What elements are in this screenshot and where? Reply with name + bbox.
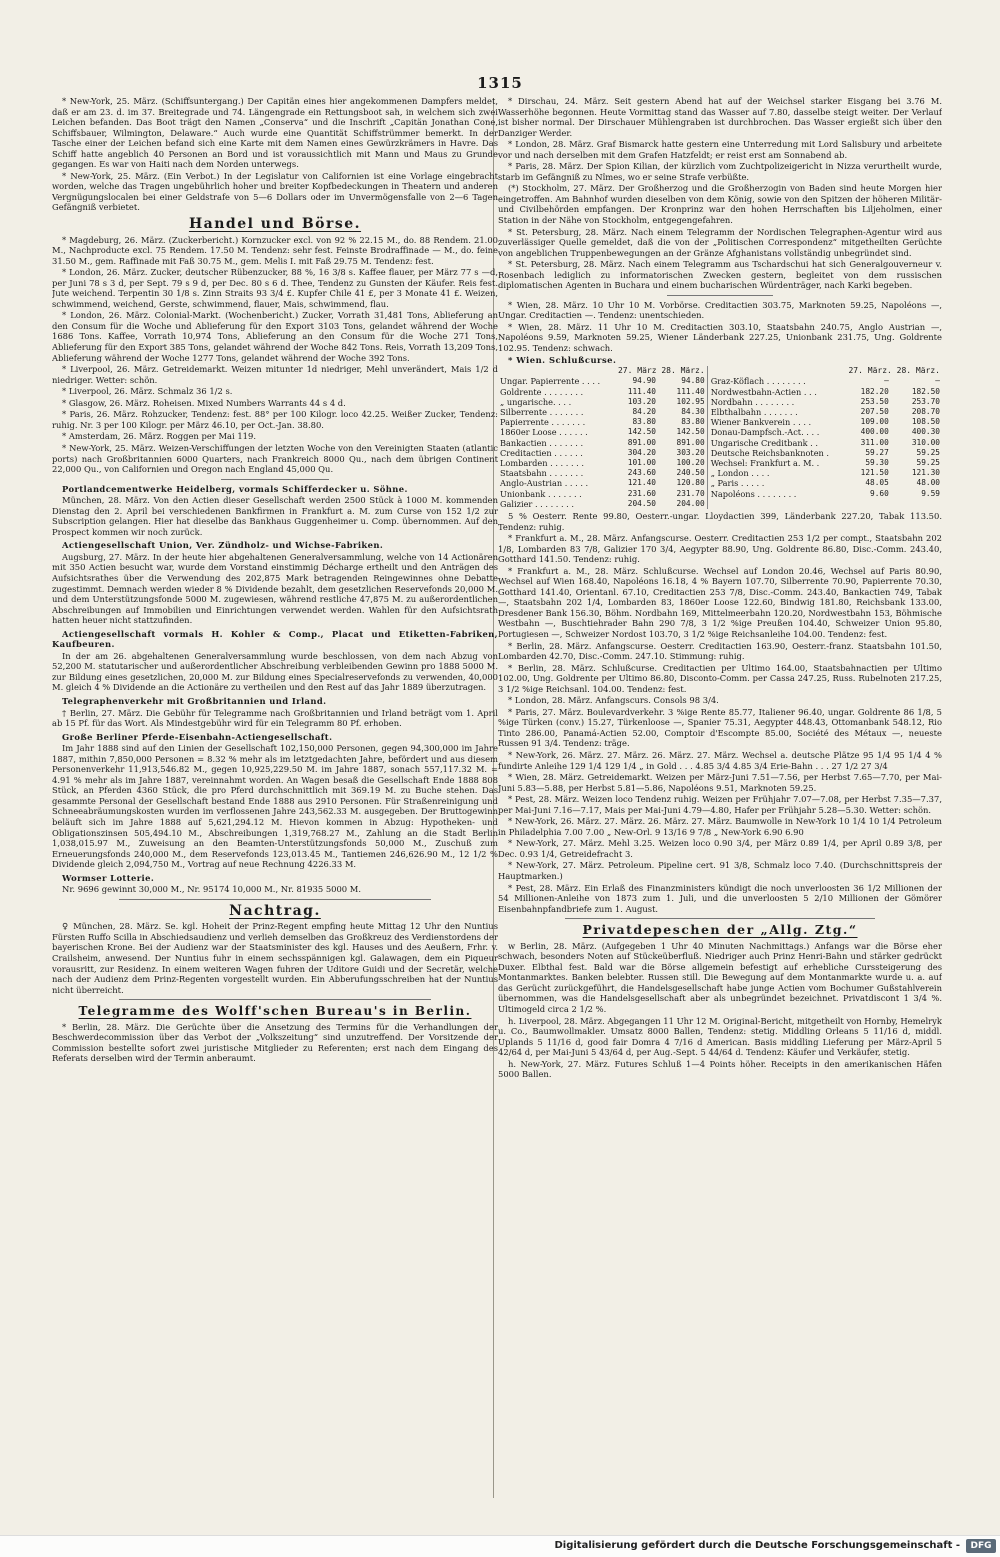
article-muenchen-nuntius: ♀ München, 28. März. Se. kgl. Hoheit der Prinz-Regent empfing heute Mittag 12 Uhr den Nuntius Fürsten Ruffo Scilla in Abschiedsaudienz und verlieh demselben das Großkreuz des Verdienstordens der bayerischen Krone. Bei der Audienz war der Staatsminister des kgl. Hauses und des Aeußern, Frhr. v. Crailsheim, anwesend. Der Nuntius fuhr in einem sechsspännigen kgl. Galawagen, dem ein Piqueur vorausritt, zur Residenz. In einem weiteren Wagen fuhren der Uditore Guidi und der Secretär, welche nach der Audienz dem Prinz-Regenten vorgestellt wurden. Ein Abberufungsschreiben hat der Nuntius nicht überreicht. (52, 921, 498, 995)
table-cell-value: 182.50 (911, 386, 940, 396)
table-cell-value: 48.05 (865, 478, 889, 488)
article-stockholm: (*) Stockholm, 27. März. Der Großherzog und die Großherzogin von Baden sind heute Morgen hier eingetroffen. Am Bahnhof wurden dieselben von dem König, sowie von den Spitzen der höheren Militär- und Civilbehörden empfangen. Der Kronprinz war den hohen Herrschaften bis Liljeholmen, einer Station in der Nähe von Stockholm, entgegengefahren. (498, 183, 942, 226)
article-berlin-volkszeitung: * Berlin, 28. März. Die Gerüchte über die Ansetzung des Termins für die Verhandlungen der Beschwerdecommission über das Verbot der „Volkszeitung“ sind unzutreffend. Der Vorsitzende der Commission bestellte sofort zwei juristische Mitglieder zu Referenten; erst nach dem Eingang des Referats derselben wird der Termin anberaumt. (52, 1021, 498, 1064)
table-cell-value: 9.59 (921, 488, 940, 498)
table-cell-value: 142.50 (676, 427, 705, 437)
section-heading-nachtrag: Nachtrag. (229, 902, 321, 919)
table-cell-name: „ Paris . . . . . (710, 478, 765, 489)
table-cell-value: 208.70 (911, 406, 940, 416)
table-cell-value: 100.20 (676, 457, 705, 467)
table-cell-value: 111.40 (676, 386, 705, 396)
article-frankfurt-schluss: * Frankfurt a. M., 28. März. Schlußcurse. Wechsel auf London 20.46, Wechsel auf Paris 80.90, Wechsel auf Wien 168.40, Napoléons 16.18, 4 % Bayern 107.70, Silberrente 70.90, Papierrente 70.30, Gotthard 141.40, Orientanl. 67.10, Creditactien 253 7/8, Disc.-Comm. 243.40, Bankactien 749, Tabak —, Staatsbahn 202 1/4, Lombarden 83, 1860er Loose 122.60, Bindwig 181.80, Reichsbank 133.00, Dresdener Bank 156.30, Böhm. Nordbahn 169, Mittelmeerbahn 120.20, Nordwestbahn 153, Böhmische Westbahn —, Buschtiehrader Bahn 290 7/8, 3 1/2 %ige Preußen 104.40, Schweizer Union 95.80, Portugiesen —, Schweizer Nordost 103.70, 3 1/2 %ige Reichsanleihe 104.00. Tendenz: fest. (498, 565, 942, 639)
article-magdeburg-zucker: * Magdeburg, 26. März. (Zuckerbericht.) Kornzucker excl. von 92 % 22.15 M., do. 88 Rendem. 21.00 M., Nachproducte excl. 75 Rendem. 17.50 M. Tendenz: sehr fest. Feinste Brodraffinade — M., do. feine 31.50 M., gem. Raffinade mit Faß 30.75 M., gem. Melis I. mit Faß 29.75 M. Tendenz: fest. (52, 234, 498, 266)
company-heading: Portlandcementwerke Heidelberg, vormals Schifferdecker u. Söhne. (62, 483, 408, 494)
article-frankfurt-anfang: * Frankfurt a. M., 28. März. Anfangscurse. Oesterr. Creditactien 253 1/2 per compt., Staatsbahn 202 1/8, Lombarden 83 7/8, Galizier 170 3/4, Aegypter 88.90, Ung. Goldrente 86.80, Disc.-Comm. 243.40, Gotthard 141.50. Tendenz: ruhig. (498, 533, 942, 565)
table-cell-name: „ ungarische. . . . (500, 396, 572, 407)
article-new-york-weizen: * New-York, 25. März. Weizen-Verschiffungen der letzten Woche von den Vereinigten Staaten (atlantic ports) nach Großbritannien 6000 Quarters, nach Frankreich 8000 Qu., nach dem übrigen Continent 22,000 Qu., von Californien und Oregon nach England 45,000 Qu. (52, 442, 498, 475)
table-cell-name: Unionbank . . . . . . . (500, 488, 582, 499)
article-pest-weizen: * Pest, 28. März. Weizen loco Tendenz ruhig. Weizen per Frühjahr 7.07—7.08, per Herbst 7.35—7.37, per Mai-Juni 7.16—7.17, Mais per Mai-Juni 4.79—4.80, Hafer per Frühjahr 5.28—5.30. Wetter: schön. (498, 794, 942, 815)
article-company-text: † Berlin, 27. März. Die Gebühr für Telegramme nach Großbritannien und Irland beträgt vom 1. April ab 15 Pf. für das Wort. Als Mindestgebühr wird für ein Telegramm 80 Pf. erhoben. (52, 707, 498, 729)
article-dirschau: * Dirschau, 24. März. Seit gestern Abend hat auf der Weichsel starker Eisgang bei 3.76 M. Wasserhöhe begonnen. Heute Vormittag stand das Wasser auf 7.80, dasselbe steigt weiter. Der Verlauf ist bisher normal. Der Dirschauer Mühlengraben ist durchbrochen. Das Wasser ergießt sich über den Danziger Werder. (498, 96, 942, 138)
rule-separator (119, 899, 431, 900)
table-cell-value: 9.60 (870, 488, 889, 498)
footer-credit: Digitalisierung gefördert durch die Deutsche Forschungsgemeinschaft - (554, 1540, 960, 1551)
table-row (498, 407, 942, 417)
article-privat-liverpool: h. Liverpool, 28. März. Abgegangen 11 Uhr 12 M. Original-Bericht, mitgetheilt von Hornby, Hemelryk u. Co., Baumwollmakler. Umsatz 8000 Ballen, Tendenz: stetig. Middling Orleans 5 11/16 d, middl. Uplands 5 11/16 d, good fair Domra 4 7/16 d American. Basis middling Lieferung per März-April 5 42/64 d, per Mai-Juni 5 43/64 d, per Aug.-Sept. 5 44/64 d. Tendenz: Käufer und Verkäufer, stetig. (498, 1015, 942, 1058)
table-cell-name: Creditactien . . . . . . (500, 447, 583, 458)
article-new-york-baumwolle: * New-York, 26. März. 27. März. 26. März. 27. März. Baumwolle in New-York 10 1/4 10 1/4 Petroleum in Philadelphia 7.00 7.00 „ New-Orl. 9 13/16 9 7/8 „ New-York 6.90 6.90 (498, 816, 942, 837)
table-cell-value: 231.60 (627, 488, 656, 498)
section-heading-handel: Handel und Börse. (188, 216, 362, 233)
table-cell-name (709, 499, 840, 509)
article-wien-11uhr: * Wien, 28. März. 11 Uhr 10 M. Creditactien 303.10, Staatsbahn 240.75, Anglo Austrian —, Napoléons 9.59, Marknoten 59.25, Wiener Länderbank 227.25, Unionbank 231.75, Ung. Goldrente 102.95. Tendenz: schwach. (498, 321, 942, 354)
rule-separator (667, 295, 774, 296)
table-cell-value: 108.50 (911, 417, 940, 427)
table-cell-value: 204.00 (676, 498, 705, 508)
article-wien-rente: 5 % Oesterr. Rente 99.80, Oesterr.-ungar. Lloydactien 399, Länderbank 227.20, Tabak 113.50. Tendenz: ruhig. (498, 510, 942, 532)
table-row (498, 417, 942, 427)
table-row (498, 489, 942, 499)
page-number: 1315 (477, 74, 523, 92)
article-berlin-schluss: * Berlin, 28. März. Schlußcurse. Creditactien per Ultimo 164.00, Staatsbahnactien per Ultimo 102.00, Ung. Goldrente per Ultimo 86.80, Disconto-Comm. per Cassa 247.25, Russ. Rubelnoten 217.25, 3 1/2 %ige Reichsanl. 104.00. Tendenz: fest. (498, 662, 942, 694)
table-row (498, 376, 942, 386)
article-wien-vorboerse: * Wien, 28. März. 10 Uhr 10 M. Vorbörse. Creditactien 303.75, Marknoten 59.25, Napoléons —, Ungar. Creditactien —. Tendenz: unentschieden. (498, 299, 942, 321)
table-cell-name: Lombarden . . . . . . . (500, 457, 584, 468)
table-cell-name: Nordbahn . . . . . . . . (710, 396, 795, 407)
article-liverpool-getreide: * Liverpool, 26. März. Getreidemarkt. Weizen mitunter 1d niedriger, Mehl unverändert, Mais 1/2 d niedriger. Wetter: schön. (52, 364, 498, 385)
table-cell-name: Wechsel: Frankfurt a. M. . (710, 457, 820, 468)
table-cell-name: Ungarische Creditbank . . (710, 437, 818, 448)
table-row (498, 499, 942, 509)
table-cell-name: Bankactien . . . . . . . (500, 437, 584, 448)
article-paris-rohzucker: * Paris, 26. März. Rohzucker, Tendenz: fest. 88° per 100 Kilogr. loco 42.25. Weißer Zucker, Tendenz: ruhig. Nr. 3 per 100 Kilogr. per März 46.10, per Oct.-Jan. 38.80. (52, 409, 498, 430)
table-cell-value: 253.50 (860, 396, 889, 406)
table-cell-value: 48.00 (916, 478, 940, 488)
table-cell-name: Goldrente . . . . . . . . (500, 386, 584, 397)
table-cell-name: Donau-Dampfsch.-Act. . . . (710, 427, 820, 438)
article-company-text: In der am 26. abgehaltenen Generalversammlung wurde beschlossen, von dem nach Abzug von 52,200 M. statutarischer und außerordentlicher Abschreibung verbleibenden Gewinn pro 1888 5000 M. zur Bildung eines gesetzlichen, 20,000 M. zur Bildung eines Specialreservefonds zu verwenden, 40,000 M. gleich 4 % Dividende an die Actionäre zu vertheilen und den Rest auf das Jahr 1889 überzutragen. (52, 650, 498, 693)
article-new-york-verbot: * New-York, 25. März. (Ein Verbot.) In der Legislatur von Californien ist eine Vorlage eingebracht worden, welche das Tragen ungebührlich hoher und breiter Kopfbedeckungen in Theatern und anderen Vergnügungslocalen bei einer Geldstrafe von 5—6 Dollars oder im Unvermögensfalle von 2—6 Tagen Gefängniß verbietet. (52, 170, 498, 213)
table-row (498, 387, 942, 397)
table-row (498, 438, 942, 448)
table-cell-value: 84.30 (681, 406, 705, 416)
article-wien-getreide: * Wien, 28. März. Getreidemarkt. Weizen per März-Juni 7.51—7.56, per Herbst 7.65—7.70, per Mai-Juni 5.83—5.88, per Herbst 5.81—5.86, Napoléons 9.51, Marknoten 59.25. (498, 772, 942, 793)
table-cell-value: 311.00 (860, 437, 889, 447)
table-cell-value: 310.00 (911, 437, 940, 447)
article-glasgow: * Glasgow, 26. März. Roheisen. Mixed Numbers Warrants 44 s 4 d. (62, 397, 346, 408)
table-cell-value: 59.25 (916, 457, 940, 467)
table-cell-name: Nordwestbahn-Actien . . . (710, 386, 817, 397)
table-cell-value: 231.70 (676, 488, 705, 498)
article-paris-boulevard: * Paris, 27. März. Boulevardverkehr. 3 %ige Rente 85.77, Italiener 96.40, ungar. Goldrente 86 1/8, 5 %ige Türken (conv.) 15.27, Türkenloose —, Spanier 75.31, Aegypter 448.43, Ottomanbank 548.12, Rio Tinto 286.00, Panamá-Actien 52.00, Comptoir d'Escompte 85.00, Société des Métaux —, neueste Russen 91 3/4. Tendenz: träge. (498, 706, 942, 749)
table-cell-name: Staatsbahn . . . . . . . (500, 468, 584, 479)
article-company-text: Im Jahr 1888 sind auf den Linien der Gesellschaft 102,150,000 Personen, gegen 94,300,000 im Jahre 1887, mithin 7,850,000 Personen = 8.32 % mehr als im letztgedachten Jahre, befördert und aus diesem Personenverkehr 11,913,546.82 M., gegen 10,925,229.50 M. im Jahre 1887, sonach 557,117.32 M. = 4.91 % mehr als im Jahre 1887, vereinnahmt worden. An Wagen besaß die Gesellschaft Ende 1888 808 Stück, an Pferden 4360 Stück, die pro Pferd durchschnittlich mit 369.19 M. zu Buche stehen. Das gesammte Personal der Gesellschaft bestand Ende 1888 aus 2910 Personen. Für Straßenreinigung und Schneeabräumungskosten wurden im verflossenen Jahre 243,562.33 M. ausgegeben. Der Bruttogewinn beläuft sich im Jahre 1888 auf 5,621,294.12 M. Hievon kommen in Abzug: Hypotheken- und Obligationszinsen 505,494.10 M., Abschreibungen 1,319,768.27 M., Zahlung an die Stadt Berlin 1,038,015.97 M., Zuweisung an den Beamten-Unterstützungsfonds 50,000 M., Zuschuß zum Erneuerungsfonds 240,000 M., dem Reservefonds 123,013.45 M., Tantiemen 246,626.90 M., 12 1/2 % Dividende gleich 2,094,750 M., Vortrag auf neue Rechnung 4226.33 M. (52, 743, 498, 870)
table-cell-name: 1860er Loose . . . . . . (500, 427, 588, 438)
table-cell-value: 304.20 (627, 447, 656, 457)
table-cell-value: 253.70 (911, 396, 940, 406)
table-cell-name: Anglo-Austrian . . . . . (500, 478, 589, 489)
table-cell-value: 400.30 (911, 427, 940, 437)
table-cell-value: 101.00 (627, 457, 656, 467)
table-cell-value: 121.40 (627, 478, 656, 488)
table-row (498, 468, 942, 478)
table-header-left: 27. März 28. März. (617, 366, 705, 376)
table-cell-value: 182.20 (860, 386, 889, 396)
table-header-row (498, 366, 942, 376)
article-berlin-anfang: * Berlin, 28. März. Anfangscurse. Oesterr. Creditactien 163.90, Oesterr.-franz. Staatsbahn 101.50, Lombarden 42.70, Disc.-Comm. 247.10. Stimmung: ruhig. (498, 640, 942, 662)
company-heading: Actiengesellschaft vormals H. Kohler & Comp., Placat und Etiketten-Fabriken, Kaufbeuren. (52, 628, 498, 650)
article-privat-new-york: h. New-York, 27. März. Futures Schluß 1—4 Points höher. Receipts in den amerikanischen Häfen 5000 Ballen. (498, 1058, 942, 1080)
article-london-zucker: * London, 26. März. Zucker, deutscher Rübenzucker, 88 %, 16 3/8 s. Kaffee flauer, per März 77 s —d, per Juni 78 s 3 d, per Sept. 79 s 9 d, per Dec. 80 s 6 d. Thee, Tendenz zu Gunsten der Käufer. Reis fest. Jute weichend. Terpentin 30 1/8 s. Zinn Straits 93 3/4 £. Kupfer Chile 41 £, per 3 Monate 41 £. Weizen, schwimmend, weichend, Gerste, schwimmend, flauer, Mais, schwimmend, flau. (52, 267, 498, 309)
article-paris-kilian: * Paris, 28. März. Der Spion Kilian, der kürzlich vom Zuchtpolizeigericht in Nizza verurtheilt wurde, starb im Gefängniß zu Nîmes, wo er seine Strafe verbüßte. (498, 161, 942, 182)
article-new-york-mehl: * New-York, 27. März. Mehl 3.25. Weizen loco 0.90 3/4, per März 0.89 1/4, per April 0.89 3/8, per Dec. 0.93 1/4, Getreidefracht 3. (498, 838, 942, 859)
left-column (52, 96, 498, 1486)
company-heading: Telegraphenverkehr mit Großbritannien und Irland. (62, 695, 327, 706)
table-cell-value (891, 499, 942, 509)
table-cell-value: 83.80 (632, 417, 656, 427)
table-cell-value: 240.50 (676, 468, 705, 478)
article-new-york-petroleum: * New-York, 27. März. Petroleum. Pipeline cert. 91 3/8, Schmalz loco 7.40. (Durchschnittspreis der Hauptmarken.) (498, 860, 942, 882)
table-cell-value: 59.27 (865, 447, 889, 457)
article-new-york-schiffsuntergang: * New-York, 25. März. (Schiffsuntergang.) Der Capitän eines hier angekommenen Dampfers meldet, daß er am 23. d. im 37. Breitegrade und 74. Längengrade ein Rettungsboot sah, in welchem sich zwei Leichen befanden. Das Boot trägt den Namen „Conserva“ und die Inschrift „Capitän Jonathan Cone, Schiffsbauer, Wilmington, Delaware.“ Auch wurde eine Quantität Schiffstrümmer bemerkt. In der Tasche einer der Leichen befand sich eine Karte mit dem Namen eines Gewürzkrämers in Havre. Das Schiff hatte angeblich 40 Personen an Bord und ist voraussichtlich mit Mann und Maus zu Grunde gegangen. Es war von Haiti nach dem Norden unterwegs. (52, 96, 498, 170)
table-cell-name: Galizier . . . . . . . . (500, 498, 574, 509)
table-cell-value: 207.50 (860, 406, 889, 416)
right-column (498, 96, 942, 1276)
table-cell-name: Graz-Köflach . . . . . . . . (710, 376, 806, 387)
article-company-text: Nr. 9696 gewinnt 30,000 M., Nr. 95174 10,000 M., Nr. 81935 5000 M. (62, 884, 362, 895)
article-london-consols: * London, 28. März. Anfangscurs. Consols 98 3/4. (508, 695, 719, 706)
article-st-petersburg-2: * St. Petersburg, 28. März. Nach einem Telegramm aus Tschardschui hat sich Generalgouverneur v. Rosenbach lediglich zu informatorischen Zwecken gestern, begleitet von dem russischen diplomatischen Agenten in Buchara und einem bucharischen Würdenträger, nach Karki begeben. (498, 259, 942, 291)
table-row (498, 478, 942, 488)
table-row (498, 448, 942, 458)
table-cell-value: 102.95 (676, 396, 705, 406)
table-cell-value: 111.40 (627, 386, 656, 396)
table-cell-value: 59.30 (865, 457, 889, 467)
rule-separator (565, 918, 876, 919)
wien-kurse-table (498, 366, 942, 509)
article-liverpool-schmalz: * Liverpool, 26. März. Schmalz 36 1/2 s. (62, 386, 233, 397)
section-heading-telegramme: Telegramme des Wolff'schen Bureau's in Berlin. (78, 1004, 472, 1019)
table-cell-value: 243.60 (627, 468, 656, 478)
table-cell-value: 303.20 (676, 447, 705, 457)
table-cell-value: 891.00 (676, 437, 705, 447)
table-cell-name: Wiener Bankverein . . . . (710, 417, 812, 428)
table-cell-value: 103.20 (627, 396, 656, 406)
table-cell-value: 121.30 (911, 468, 940, 478)
table-cell-value: 109.00 (860, 417, 889, 427)
article-amsterdam: * Amsterdam, 26. März. Roggen per Mai 119. (62, 431, 256, 442)
company-heading: Große Berliner Pferde-Eisenbahn-Actiengesellschaft. (62, 731, 333, 742)
table-cell-value: 59.25 (916, 447, 940, 457)
table-cell-value: 891.00 (627, 437, 656, 447)
table-cell-name: Deutsche Reichsbanknoten . (710, 447, 830, 458)
article-company-text: München, 28. März. Von den Actien dieser Gesellschaft werden 2500 Stück à 1000 M. kommenden Dienstag den 2. April bei verschiedenen Bankfirmen in Frankfurt a. M. zum Curse von 152 1/2 zur Subscription gelangen. Hier hat dieselbe das Bankhaus Guggenheimer u. Comp. übernommen. Auf den Prospect kommen wir noch zurück. (52, 495, 498, 537)
rule-separator (119, 999, 431, 1000)
table-cell-value: 204.50 (627, 498, 656, 508)
table-cell-value: 142.50 (627, 427, 656, 437)
rule-separator (221, 479, 328, 480)
table-cell-value: 84.20 (632, 406, 656, 416)
article-new-york-wechsel: * New-York, 26. März. 27. März. 26. März. 27. März. Wechsel a. deutsche Plätze 95 1/4 95 1/4 4 % fundirte Anleihe 129 1/4 129 1/4 „ in Gold . . . 4.85 3/4 4.85 3/4 Erie-Bahn . . . 27 1/2 27 3/4 (498, 750, 942, 771)
table-header-right: 27. März. 28. März. (848, 366, 940, 376)
article-privat-berlin: w Berlin, 28. März. (Aufgegeben 1 Uhr 40 Minuten Nachmittags.) Anfangs war die Börse eher schwach, besonders Noten auf Stückeüberfluß. Niedriger auch Prinz Henri-Bahn und stärker gedrückt Duxer. Elbthal fest. Bald war die Börse allgemein befestigt auf erhebliche Curssteigerung des Montanmarktes. Banken belebter. Russen still. Die Bewegung auf dem Montanmarkte wurde u. a. auf das Gerücht zurückgeführt, die Handelsgesellschaft habe junge Actien vom Bochumer Gußstahlverein übernommen, was die Handelsgesellschaft aber als unbegründet bezeichnet. Privatdiscont 1 3/4 %. Ultimogeld circa 2 1/2 %. (498, 940, 942, 1015)
table-cell-name: Papierrente . . . . . . . (500, 417, 586, 428)
table-cell-value: 121.50 (860, 468, 889, 478)
article-wien-schlusscurse: * Wien. Schlußcurse. (508, 354, 617, 365)
article-london-bismarck: * London, 28. März. Graf Bismarck hatte gestern eine Unterredung mit Lord Salisbury und arbeitete vor und nach derselben mit dem Grafen Hatzfeldt; er reist erst am Sonnabend ab. (498, 139, 942, 160)
footer-bar (0, 1535, 1000, 1557)
section-heading-privatdepeschen: Privatdepeschen der „Allg. Ztg.“ (582, 922, 858, 938)
table-cell-value: 94.90 (632, 376, 656, 386)
table-cell-name: Napoléons . . . . . . . . (710, 488, 797, 499)
dfg-logo: DFG (966, 1539, 996, 1553)
table-cell-value: — (884, 376, 889, 386)
table-cell-name: Elbthalbahn . . . . . . . (710, 406, 798, 417)
table-cell-name: „ London . . . . (710, 468, 770, 479)
table-row (498, 397, 942, 407)
table-cell-value (840, 499, 891, 509)
article-pest-anleihe: * Pest, 28. März. Ein Erlaß des Finanzministers kündigt die noch unverloosten 36 1/2 Millionen der 54 Millionen-Anleihe von 1873 zum 1. Juli, und die unverloosten 5 2/10 Millionen der Gömörer Eisenbahnpfandbriefe zum 1. August. (498, 882, 942, 914)
article-london-colonial: * London, 26. März. Colonial-Markt. (Wochenbericht.) Zucker, Vorrath 31,481 Tons, Ablieferung an den Consum für die Woche und Ablieferung für den Export 3103 Tons, gelandet während der Woche 1686 Tons. Kaffee, Vorrath 10,974 Tons, Ablieferung an den Consum für die Woche 271 Tons, Ablieferung für den Export 385 Tons, gelandet während der Woche 842 Tons. Reis, Vorrath 13,209 Tons, Ablieferung während der Woche 1277 Tons, gelandet während der Woche 392 Tons. (52, 310, 498, 363)
table-cell-value: 120.80 (676, 478, 705, 488)
table-row (498, 427, 942, 437)
table-cell-value: — (935, 376, 940, 386)
table-cell-value: 94.80 (681, 376, 705, 386)
company-heading: Wormser Lotterie. (62, 872, 155, 883)
article-st-petersburg-1: * St. Petersburg, 28. März. Nach einem Telegramm der Nordischen Telegraphen-Agentur wird aus zuverlässiger Quelle gemeldet, daß die von der „Politischen Correspondenz“ mitgetheilten Gerüchte von angeblichen Truppenbewegungen an der Gränze Afghanistans vollständig unbegründet sind. (498, 226, 942, 258)
table-cell-name: Silberrente . . . . . . . (500, 406, 584, 417)
company-heading: Actiengesellschaft Union, Ver. Zündholz- und Wichse-Fabriken. (62, 540, 384, 551)
table-cell-value: 400.00 (860, 427, 889, 437)
article-company-text: Augsburg, 27. März. In der heute hier abgehaltenen Generalversammlung, welche von 14 Actionären mit 350 Actien besucht war, wurde dem Vorstand einstimmig Décharge ertheilt und den Anträgen des Aufsichtsrathes über die Verwendung des 202,875 Mark betragenden Reingewinnes ohne Debatte zugestimmt. Demnach werden wieder 8 % Dividende bezahlt, dem gesetzlichen Reservefonds 20,000 M. und dem Unterstützungsfonde 5000 M. zugewiesen, während restliche 47,875 M. zu außerordentlichen Abschreibungen auf Immobilien und Einrichtungen verwendet werden. Wahlen für den Aufsichtsrath hatten heuer nicht stattzufinden. (52, 551, 498, 626)
table-cell-name: Ungar. Papierrente . . . . (500, 376, 601, 387)
table-row (498, 458, 942, 468)
table-cell-value: 83.80 (681, 417, 705, 427)
